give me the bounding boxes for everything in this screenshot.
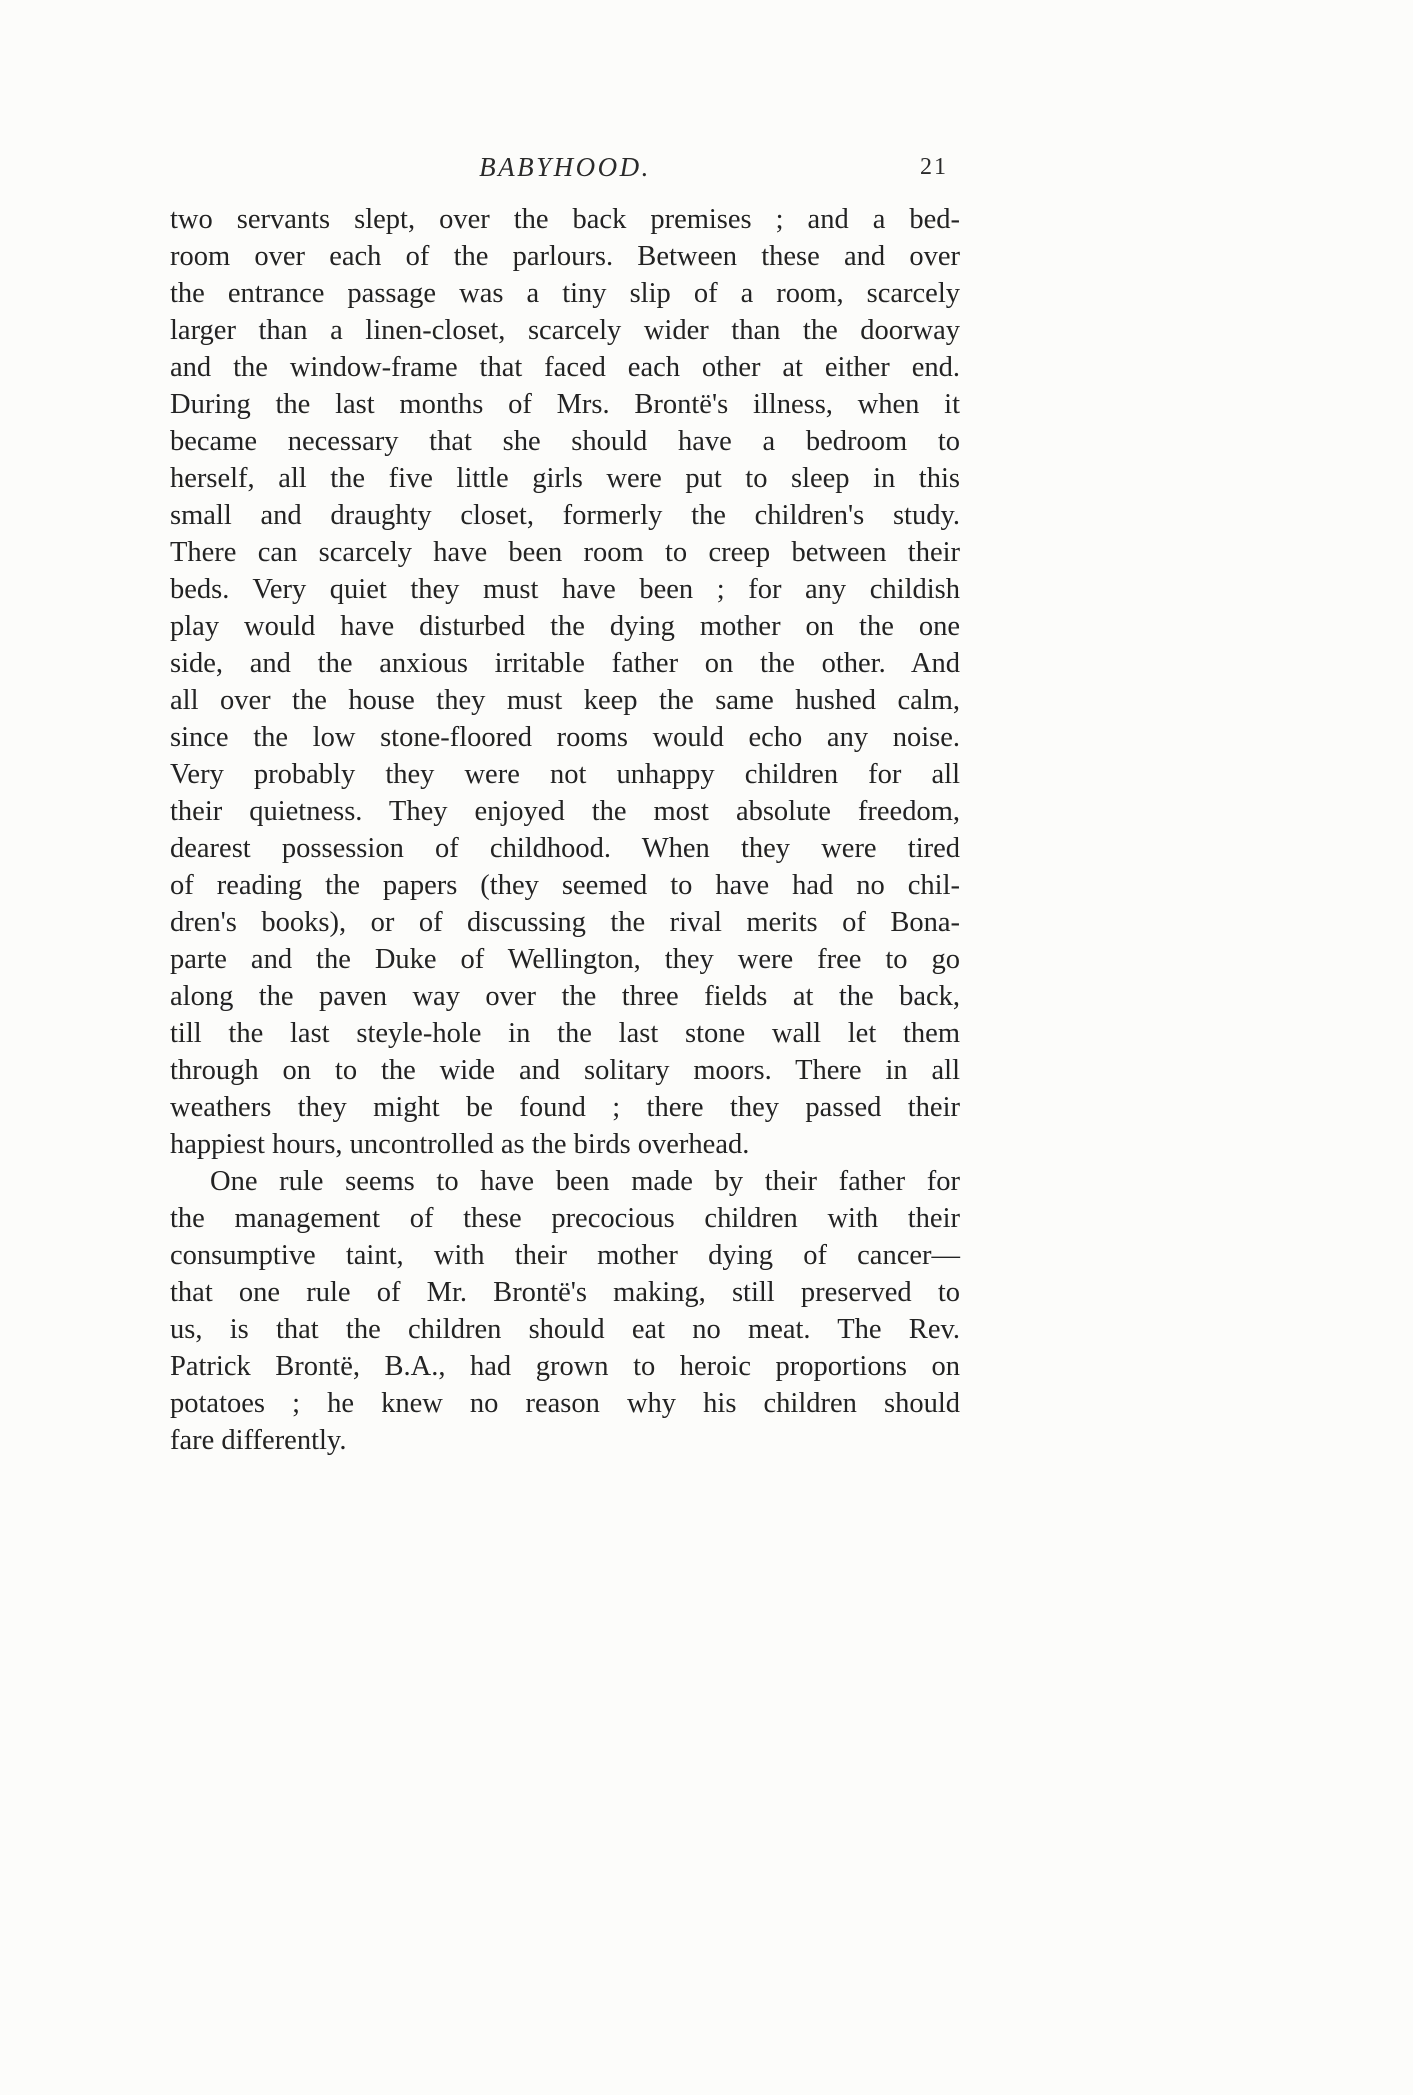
text-line: There can scarcely have been room to creep between their [170,537,960,568]
text-line: parte and the Duke of Wellington, they were free to go [170,944,960,975]
text-line: One rule seems to have been made by their father for [210,1166,960,1197]
text-line: During the last months of Mrs. Brontë's illness, when it [170,389,960,420]
text-line: Very probably they were not unhappy children for all [170,759,960,790]
text-line: small and draughty closet, formerly the children's study. [170,500,960,531]
text-line: herself, all the five little girls were put to sleep in this [170,463,960,494]
text-line: dearest possession of childhood. When they were tired [170,833,960,864]
text-line: play would have disturbed the dying mother on the one [170,611,960,642]
text-line: became necessary that she should have a bedroom to [170,426,960,457]
text-line: fare differently. [170,1425,347,1456]
text-line: along the paven way over the three fields at the back, [170,981,960,1012]
text-line: the entrance passage was a tiny slip of a room, scarcely [170,278,960,309]
text-line: larger than a linen-closet, scarcely wider than the doorway [170,315,960,346]
text-line: that one rule of Mr. Brontë's making, still preserved to [170,1277,960,1308]
text-line: weathers they might be found ; there they passed their [170,1092,960,1123]
text-line: till the last steyle-hole in the last stone wall let them [170,1018,960,1049]
page-number: 21 [920,154,948,180]
text-line: of reading the papers (they seemed to have had no chil- [170,870,960,901]
text-line: Patrick Brontë, B.A., had grown to heroic proportions on [170,1351,960,1382]
text-line: the management of these precocious children with their [170,1203,960,1234]
text-line: their quietness. They enjoyed the most absolute freedom, [170,796,960,827]
text-line: consumptive taint, with their mother dying of cancer— [170,1240,960,1271]
text-line: through on to the wide and solitary moors. There in all [170,1055,960,1086]
text-line: us, is that the children should eat no meat. The Rev. [170,1314,960,1345]
text-line: since the low stone-floored rooms would echo any noise. [170,722,960,753]
text-line: side, and the anxious irritable father on the other. And [170,648,960,679]
text-line: potatoes ; he knew no reason why his children should [170,1388,960,1419]
text-line: happiest hours, uncontrolled as the birds overhead. [170,1129,750,1160]
paragraph [170,1163,960,1459]
text-line: and the window-frame that faced each other at either end. [170,352,960,383]
text-line: dren's books), or of discussing the rival merits of Bona- [170,907,960,938]
text-line: beds. Very quiet they must have been ; for any childish [170,574,960,605]
running-header [170,152,960,192]
body-text [170,201,960,1459]
running-title: BABYHOOD. [479,152,651,182]
text-line: two servants slept, over the back premises ; and a bed- [170,204,960,235]
text-line: all over the house they must keep the same hushed calm, [170,685,960,716]
text-line: room over each of the parlours. Between these and over [170,241,960,272]
paragraph [170,201,960,1163]
